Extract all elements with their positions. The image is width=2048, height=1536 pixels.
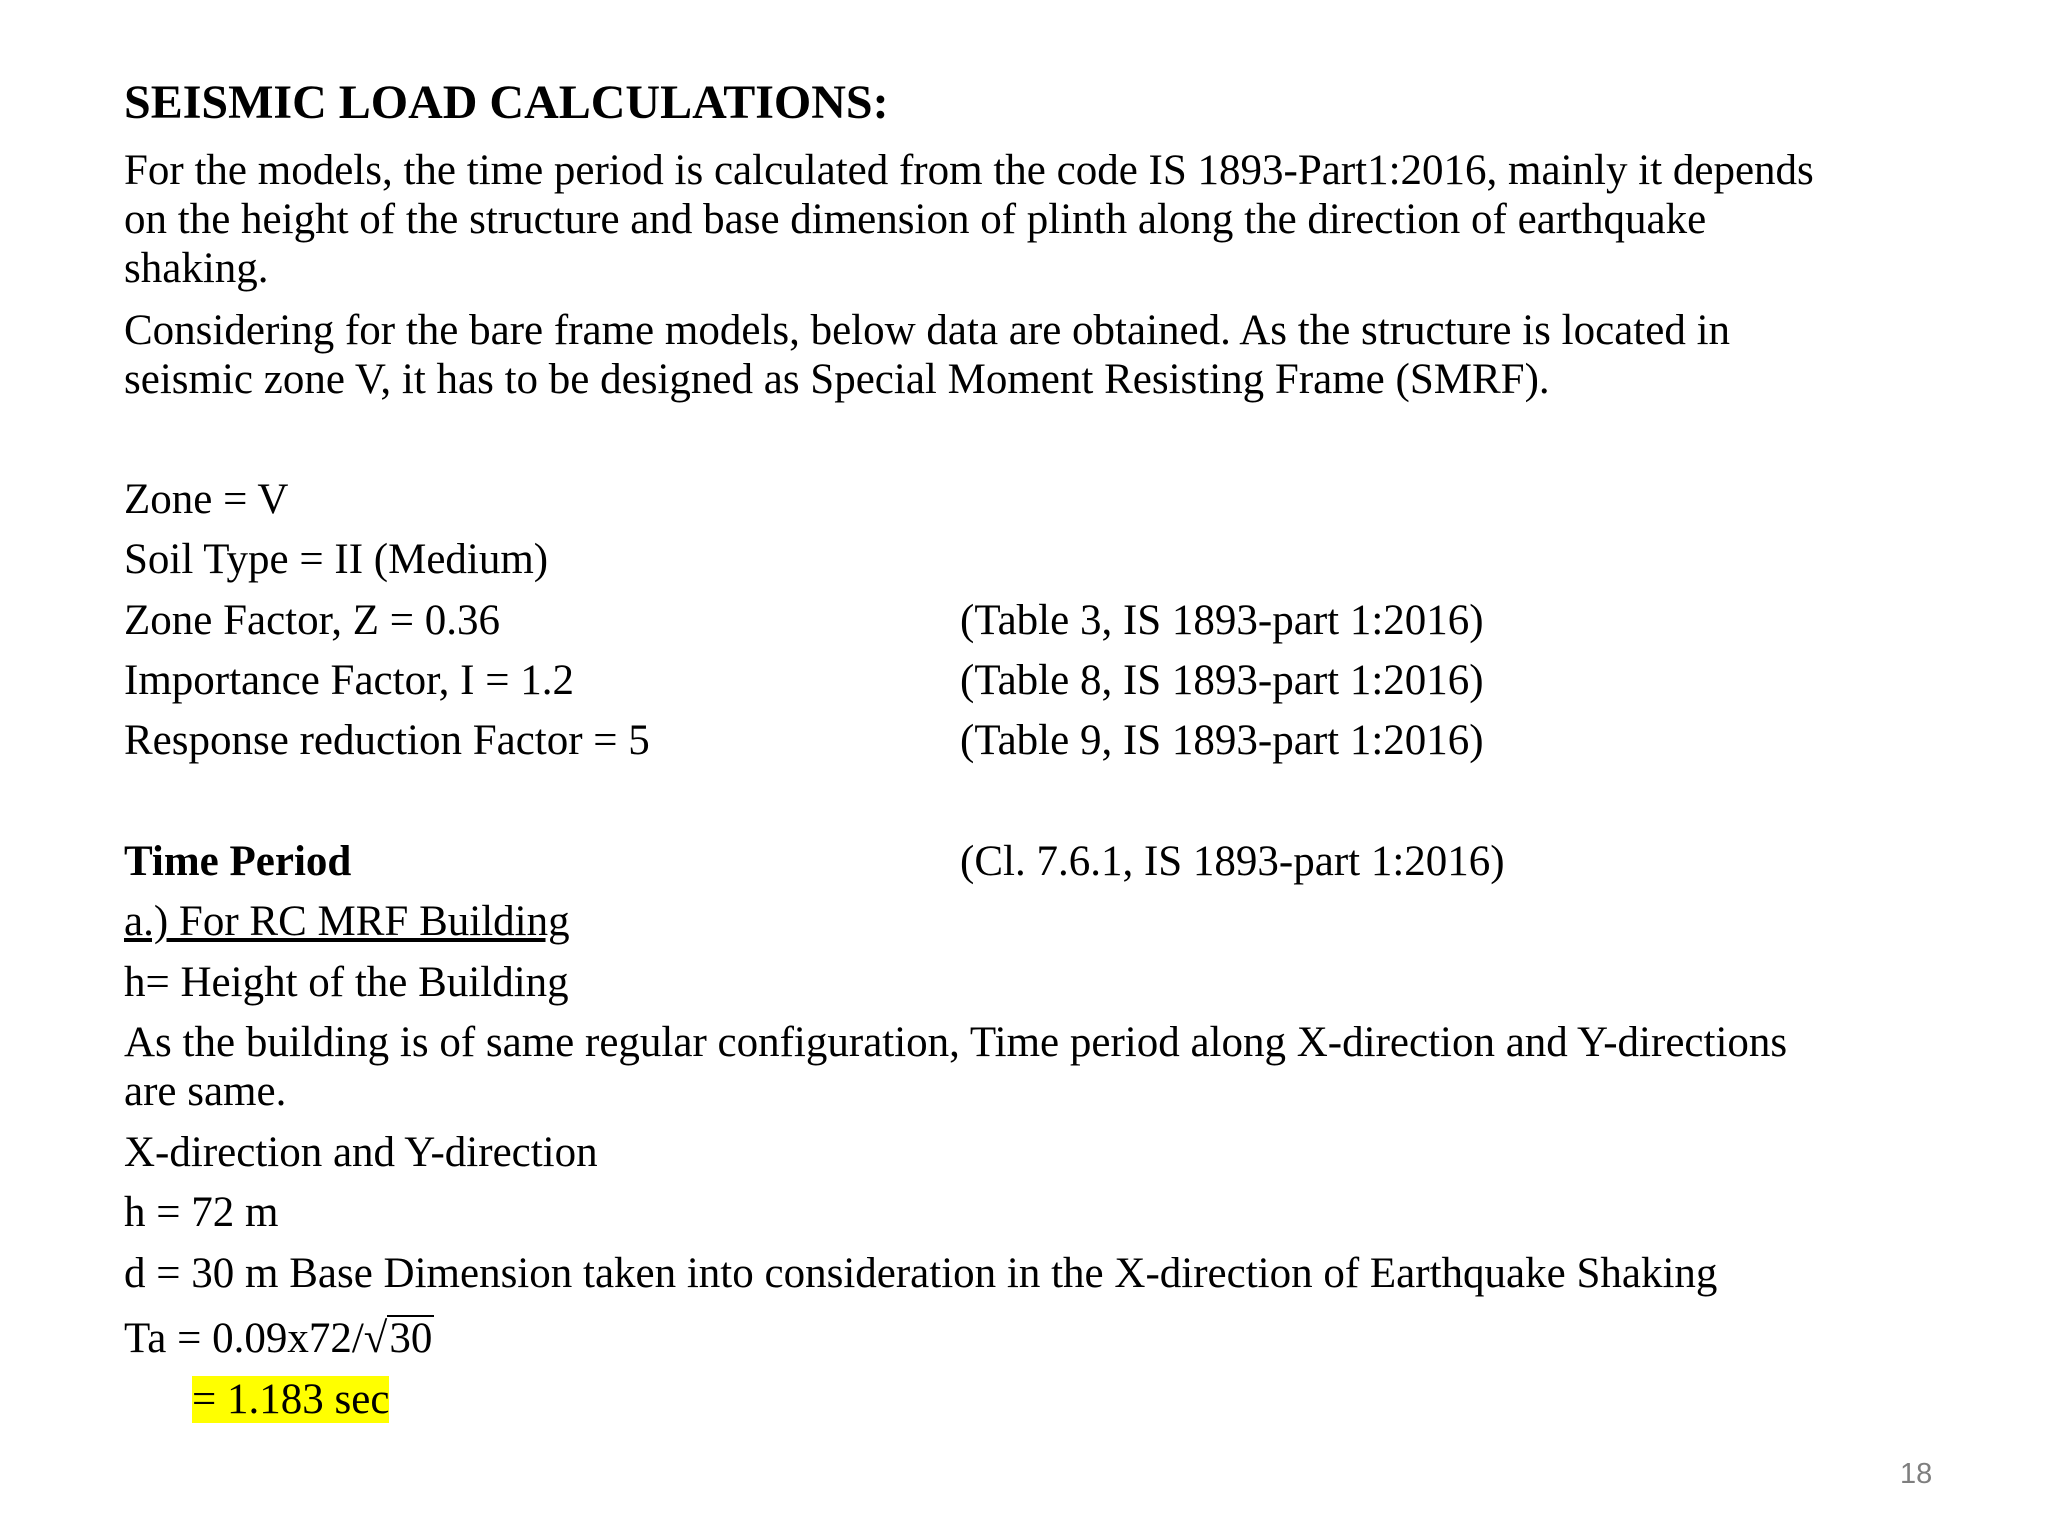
intro-paragraph-2-line-1: Considering for the bare frame models, below data are obtained. As the structure is located in [124,307,1731,354]
param-response-reduction-factor: Response reduction Factor = 5 [124,717,650,764]
square-root [364,1314,435,1364]
param-importance-factor-ref: (Table 8, IS 1893-part 1:2016) [960,657,1484,704]
ta-formula-prefix: Ta = 0.09x72/ [124,1315,364,1362]
height-definition: h= Height of the Building [124,959,569,1006]
intro-paragraph-2-line-2: seismic zone V, it has to be designed as Special Moment Resisting Frame (SMRF). [124,356,1550,403]
ta-result [192,1375,389,1425]
rc-mrf-subheading: a.) For RC MRF Building [124,898,570,945]
radical-sign: √ [363,1315,388,1362]
intro-paragraph-1-line-3: shaking. [124,245,269,292]
height-value: h = 72 m [124,1189,279,1236]
intro-paragraph-1-line-1: For the models, the time period is calculated from the code IS 1893-Part1:2016, mainly it depends [124,147,1814,194]
ta-formula [124,1314,434,1364]
param-zone: Zone = V [124,476,289,523]
param-importance-factor: Importance Factor, I = 1.2 [124,657,574,704]
intro-paragraph-1-line-2: on the height of the structure and base dimension of plinth along the direction of earthquake [124,196,1707,243]
base-dimension-value: d = 30 m Base Dimension taken into consideration in the X-direction of Earthquake Shaking [124,1250,1718,1297]
time-period-ref: (Cl. 7.6.1, IS 1893-part 1:2016) [960,838,1505,885]
page-number: 18 [1900,1458,1933,1490]
configuration-note-line-2: are same. [124,1068,287,1115]
param-soil-type: Soil Type = II (Medium) [124,536,549,583]
radicand: 30 [389,1315,433,1362]
ta-result-highlight: = 1.183 sec [192,1376,390,1423]
directions-label: X-direction and Y-direction [124,1129,598,1176]
param-zone-factor-ref: (Table 3, IS 1893-part 1:2016) [960,597,1484,644]
param-zone-factor: Zone Factor, Z = 0.36 [124,597,500,644]
slide-title: SEISMIC LOAD CALCULATIONS: [124,76,889,129]
param-response-reduction-factor-ref: (Table 9, IS 1893-part 1:2016) [960,717,1484,764]
time-period-heading: Time Period [124,838,352,885]
configuration-note-line-1: As the building is of same regular configuration, Time period along X-direction and Y-directions [124,1019,1788,1066]
